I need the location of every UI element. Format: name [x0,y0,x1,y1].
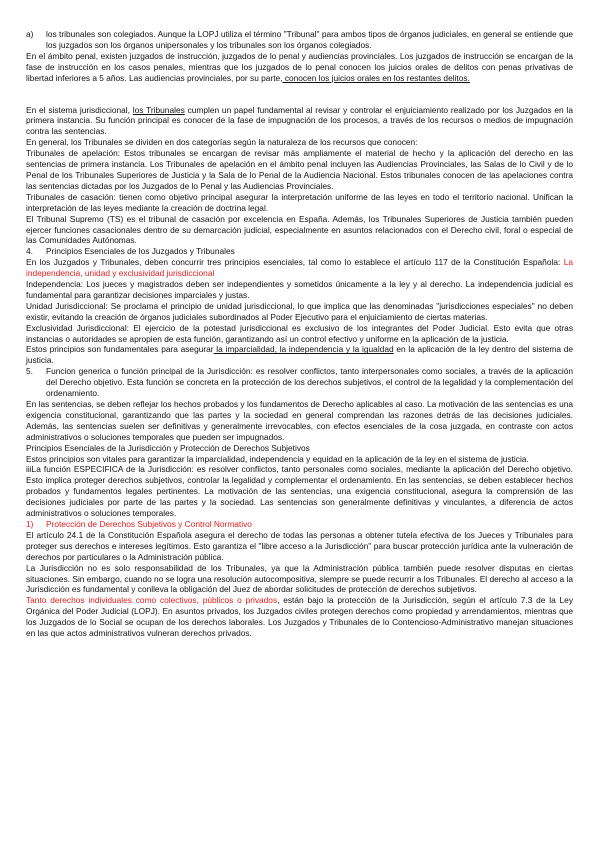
paragraph-unidad: Unidad Jurisdiccional: Se proclama el principio de unidad jurisdiccional, lo que implica que las denominadas "jurisdicciones especiales" no deben existir, evitando la creación de órganos judiciales subordinados al Poder Ejecutivo para el enjuiciamiento de ciertas materias. [26,300,573,322]
paragraph-fundamentales-end: en la aplicación de la ley dentro del sistema de justicia. [26,344,573,366]
paragraph-categorias: En general, los Tribunales se dividen en dos categorías según la naturaleza de los recursos que conocen: [26,137,418,148]
paragraph-fundamentales [26,344,573,366]
paragraph-penal [26,51,573,84]
paragraph-tribunales-intro: En el sistema jurisdiccional, [26,104,133,115]
paragraph-tribunal-supremo: El Tribunal Supremo (TS) es el tribunal de casación por excelencia en España. Además, los Tribunales Superiores de Justicia también pueden ejercer funciones casacionales dentro de su demarcación judicial, especialmente en asuntos relacionados con el Derecho civil, foral o especial de las Comunidades Autónomas. [26,213,573,246]
paragraph-tribunales-underlined: los Tribunales [132,104,185,115]
paragraph-penal-text: En el ámbito penal, existen juzgados de instrucción, juzgados de lo penal y audiencias provinciales. Los juzgados de instrucción se encargan de la fase de instrucción en los casos penales, mientras que los juzgados de lo penal conocen los juicios orales de delitos con penas privativas de libertad inferiores a 5 años. Las audiencias provinciales, por su parte, [26,50,573,83]
paragraph-funcion-especifica: iiiLa función ESPECIFICA de la Jurisdicción: es resolver conflictos, tanto personales como sociales, mediante la aplicación del Derecho objetivo. Esto implica proteger derechos subjetivos, controlar la legalidad y complementar el ordenamiento. En las sentencias, se deben establecer hechos probados y fundamentos legales pertinentes. La motivación de las sentencias, una exigencia constitucional, asegura la comprensión de las decisiones judiciales por parte de las partes y la sociedad. Las sentencias son generalmente definitivas y vinculantes, a diferencia de actos administrativos o soluciones temporales. [26,464,573,519]
paragraph-fundamentales-text: Estos principios son fundamentales para asegurar [26,344,214,355]
heading-1-text: Protección de Derechos Subjetivos y Control Normativo [46,518,252,529]
heading-5-text: Funcion generica o función principal de la Jurisdicción: es resolver conflictos, tanto interpersonales como sociales, a través de la aplicación del Derecho objetivo. Esta función se concreta en la protección de los derechos subjetivos, el control de la legalidad y la complementación del ordenamiento. [46,366,573,399]
paragraph-principios [26,257,573,279]
paragraph-tribunales-text: cumplen un papel fundamental al revisar y controlar el enjuiciamiento realizado por los Juzgados en la primera instancia. Su función principal es conocer de la fase de impugnación de los procesos, a través de los recursos o medios de impugnación contra las sentencias. [26,104,573,137]
paragraph-penal-underlined: conocen los juicios orales en los restantes delitos. [282,72,470,83]
paragraph-tribunales [26,105,573,138]
paragraph-articulo-24: El artículo 24.1 de la Constitución Española asegura el derecho de todas las personas a obtener tutela efectiva de los Jueces y Tribunales para proteger sus derechos e intereses legítimos. Esto garantiza el "libre acceso a la Jurisdicción" para buscar protección jurídica ante la vulneración de derechos por particulares o la Administración pública. [26,529,573,562]
heading-5 [26,366,573,399]
paragraph-principios-highlight: La independencia, unidad y exclusividad jurisdiccional [26,257,573,279]
paragraph-fundamentales-underlined: la imparcialidad, la independencia y la igualdad [213,344,394,355]
item-a-text: los tribunales son colegiados. Aunque la LOPJ utiliza el término "Tribunal" para ambos tipos de órganos judiciales, en general se entiende que los juzgados son los órganos unipersonales y los tribunales son los órganos colegiados. [46,29,573,50]
heading-1-number: 1) [26,518,34,529]
paragraph-independencia: Independencia: Los jueces y magistrados deben ser independientes y sometidos únicamente a la ley y al derecho. La independencia judicial es fundamental para garantizar decisiones imparciales y justas. [26,279,573,300]
heading-4 [26,246,573,257]
paragraph-vitales: Estos principios son vitales para garantizar la imparcialidad, independencia y equidad en la aplicación de la ley en el sistema de justicia. [26,453,529,464]
heading-1 [26,519,573,530]
item-a [26,29,573,51]
heading-4-text: Principios Esenciales de los Juzgados y Tribunales [46,246,235,257]
paragraph-principios-jurisdiccion: Principios Esenciales de la Jurisdicción y Protección de Derechos Subjetivos [26,442,310,453]
item-a-label: a) [26,29,34,39]
paragraph-principios-text: En los Juzgados y Tribunales, deben concurrir tres principios esenciales, tal como lo establece el artículo 117 de la Constitución Española: [26,257,564,268]
paragraph-apelacion: Tribunales de apelación: Estos tribunales se encargan de revisar más ampliamente el material de hecho y la aplicación del derecho en las sentencias de primera instancia. Los Tribunales de apelación en el ámbito penal incluyen las Audiencias Provinciales, las Salas de lo Civil y de lo Penal de los Tribunales Superiores de Justicia y la Sala de lo Penal de la Audiencia Nacional. Estos tribunales conocen de las apelaciones contra las sentencias dictadas por los Juzgados de lo Penal y las Audiencias Provinciales. [26,148,573,191]
paragraph-derechos-highlight: Tanto derechos individuales como colectivos, públicos o privados [26,595,278,606]
heading-5-number: 5. [26,366,33,377]
paragraph-jurisdiccion: La Jurisdicción no es solo responsabilidad de los Tribunales, ya que la Administración pública también puede resolver disputas en ciertas situaciones. Sin embargo, cuando no se logra una resolución autocompositiva, siempre se puede recurrir a los Tribunales. El derecho al acceso a la Jurisdicción es fundamental y conlleva la obligación del Juez de abordar solicitudes de protección de derechos subjetivos. [26,562,573,595]
heading-4-number: 4. [26,246,33,257]
spacer [26,84,573,105]
paragraph-derechos-text: , están bajo la protección de la Jurisdicción, según el artículo 7.3 de la Ley Orgánica del Poder Judicial (LOPJ). En asuntos privados, los Juzgados civiles protegen derechos como propiedad y arrendamientos, mientras que los Juzgados de lo Social se ocupan de los derechos laborales. Los Juzgados y Tribunales de lo Contencioso-Administrativo manejan situaciones en las que actos administrativos vulneran derechos privados. [26,595,573,639]
paragraph-derechos [26,595,573,639]
paragraph-sentencias: En las sentencias, se deben reflejar los hechos probados y los fundamentos de Derecho aplicables al caso. La motivación de las sentencias es una exigencia constitucional, garantizando que las partes y la sociedad en general comprendan las razones detrás de las decisiones judiciales. Además, las sentencias suelen ser definitivas y generalmente irrevocables, con efectos esenciales de la cosa juzgada, en contraste con actos administrativos o soluciones temporales que pueden ser impugnados. [26,399,573,442]
paragraph-exclusividad: Exclusividad Jurisdiccional: El ejercicio de la potestad jurisdiccional es exclusivo de los integrantes del Poder Judicial. Esto evita que otras instancias o autoridades se apropien de esta función, garantizando así un control efectivo y uniforme en la aplicación de la justicia. [26,322,573,344]
paragraph-casacion: Tribunales de casación: tienen como objetivo principal asegurar la interpretación uniforme de las leyes en todo el territorio nacional. Unifican la interpretación de las leyes mediante la creación de doctrina legal. [26,191,573,213]
